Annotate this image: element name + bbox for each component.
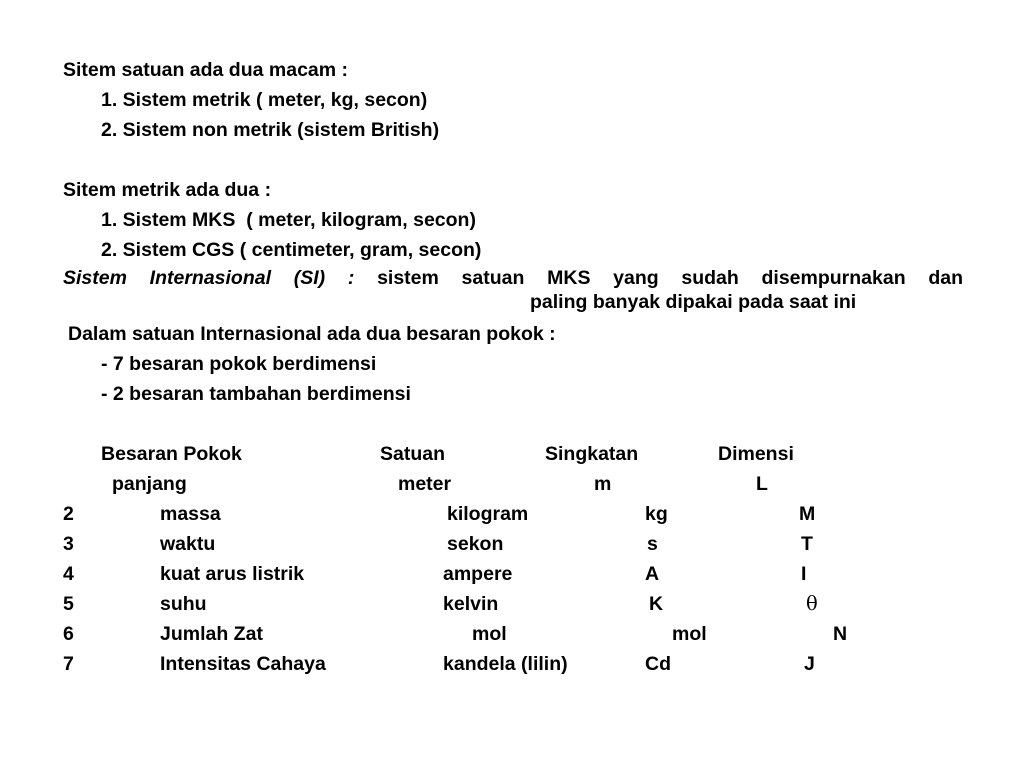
row-besaran: Intensitas Cahaya — [160, 653, 326, 675]
row-satuan: sekon — [447, 533, 504, 555]
row-besaran: Jumlah Zat — [160, 623, 263, 645]
si-definition: sistem satuan MKS yang sudah disempurnakan dan — [377, 267, 964, 289]
header-dimensi: Dimensi — [718, 443, 794, 465]
row-number: 5 — [63, 593, 74, 615]
row-singkatan: Cd — [645, 653, 671, 675]
row-satuan: kelvin — [443, 593, 499, 615]
row-dimensi: L — [756, 473, 768, 495]
header-besaran-pokok: Besaran Pokok — [101, 443, 242, 465]
row-satuan: meter — [398, 473, 452, 495]
sistem-satuan-heading: Sitem satuan ada dua macam : — [63, 59, 349, 81]
row-satuan: ampere — [443, 563, 513, 585]
row-number: 6 — [63, 623, 74, 645]
besaran-item-2: - 2 besaran tambahan berdimensi — [101, 383, 411, 405]
row-singkatan: m — [594, 473, 612, 495]
row-singkatan: A — [645, 563, 660, 585]
header-satuan: Satuan — [380, 443, 446, 465]
sistem-metrik-heading: Sitem metrik ada dua : — [63, 179, 272, 201]
table-header — [0, 442, 1024, 466]
row-besaran: panjang — [112, 473, 187, 495]
si-definition-cont: paling banyak dipakai pada saat ini — [530, 291, 857, 313]
table-row — [0, 592, 1024, 616]
table-row — [0, 472, 1024, 496]
table-row — [0, 652, 1024, 676]
table-row — [0, 622, 1024, 646]
row-dimensi: M — [799, 503, 816, 525]
row-number: 4 — [63, 563, 74, 585]
besaran-item-1: - 7 besaran pokok berdimensi — [101, 353, 377, 375]
row-singkatan: mol — [672, 623, 707, 645]
row-dimensi: T — [801, 533, 813, 555]
header-singkatan: Singkatan — [545, 443, 639, 465]
row-number: 7 — [63, 653, 74, 675]
table-row — [0, 532, 1024, 556]
row-dimensi: I — [801, 563, 807, 585]
sistem-satuan-item-2: 2. Sistem non metrik (sistem British) — [101, 119, 440, 141]
row-besaran: kuat arus listrik — [160, 563, 305, 585]
row-satuan: kilogram — [447, 503, 529, 525]
besaran-heading: Dalam satuan Internasional ada dua besaran pokok : — [68, 323, 556, 345]
row-dimensi: J — [804, 653, 815, 675]
row-dimensi: N — [833, 623, 848, 645]
sistem-metrik-item-1: 1. Sistem MKS ( meter, kilogram, secon) — [101, 209, 476, 231]
table-row — [0, 562, 1024, 586]
row-besaran: waktu — [160, 533, 216, 555]
sistem-satuan-item-1: 1. Sistem metrik ( meter, kg, secon) — [101, 89, 428, 111]
row-besaran: massa — [160, 503, 221, 525]
si-term: Sistem Internasional (SI) : — [63, 267, 355, 289]
row-satuan: mol — [472, 623, 507, 645]
row-singkatan: K — [649, 593, 664, 615]
row-dimensi: θ — [806, 592, 818, 615]
row-number: 2 — [63, 503, 74, 525]
sistem-metrik-item-2: 2. Sistem CGS ( centimeter, gram, secon) — [101, 239, 482, 261]
table-row — [0, 502, 1024, 526]
row-besaran: suhu — [160, 593, 207, 615]
row-number: 3 — [63, 533, 74, 555]
row-satuan: kandela (lilin) — [443, 653, 568, 675]
row-singkatan: kg — [645, 503, 668, 525]
row-singkatan: s — [647, 533, 658, 555]
